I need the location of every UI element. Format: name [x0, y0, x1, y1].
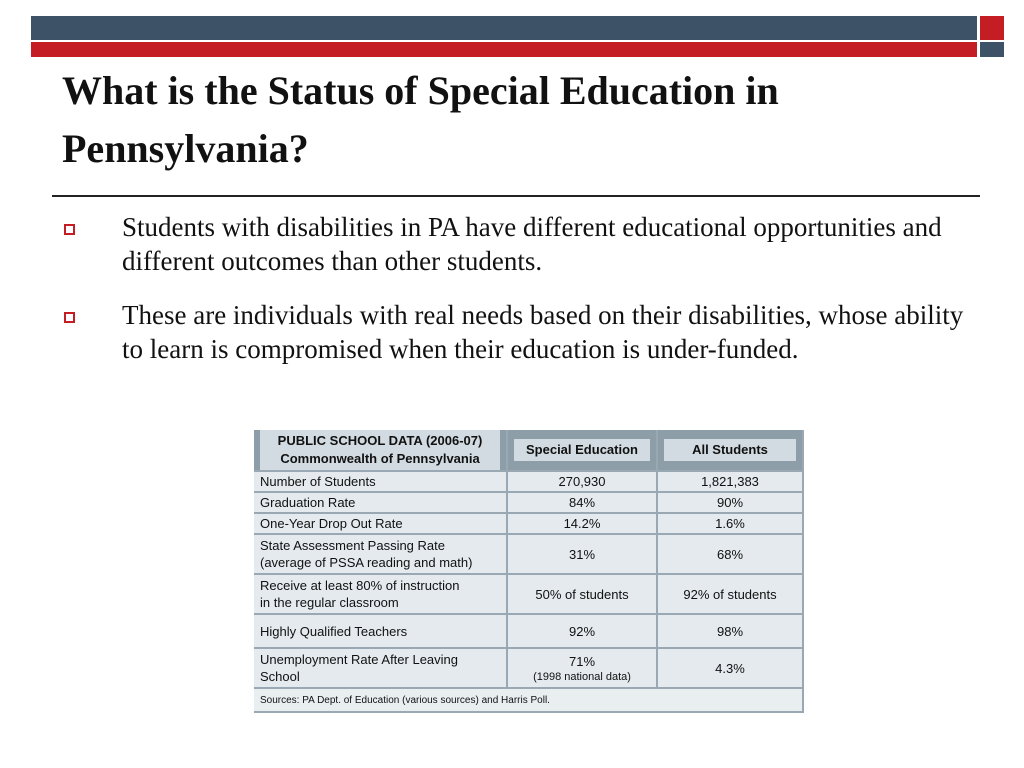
data-table-container: [254, 430, 804, 711]
all-value: 92% of students: [658, 575, 804, 615]
table-row: [254, 493, 804, 514]
table-row: [254, 535, 804, 575]
bullet-text: These are individuals with real needs based on their disabilities, whose ability to learn is compromised when their education is under-funded.: [122, 300, 964, 364]
square-bullet-icon: [64, 312, 75, 323]
row-label: Number of Students: [254, 472, 508, 493]
data-table: [254, 430, 804, 713]
special-value: 71% (1998 national data): [508, 649, 658, 689]
special-value: 14.2%: [508, 514, 658, 535]
square-bullet-icon: [64, 224, 75, 235]
table-header-row: [254, 430, 804, 472]
special-value: 92%: [508, 615, 658, 649]
bullet-item: [64, 210, 964, 278]
slide-title: What is the Status of Special Education in Pennsylvania?: [62, 68, 779, 171]
row-label: Highly Qualified Teachers: [254, 615, 508, 649]
table-row: [254, 575, 804, 615]
all-value: 1.6%: [658, 514, 804, 535]
row-label: Receive at least 80% of instruction in the regular classroom: [254, 575, 508, 615]
table-row: [254, 649, 804, 689]
bullet-list: [64, 210, 964, 386]
special-value-note: (1998 national data): [533, 670, 631, 683]
all-value: 1,821,383: [658, 472, 804, 493]
table-header-special: Special Education: [508, 430, 658, 472]
header-bar-navy: [31, 16, 977, 40]
corner-box-red: [980, 16, 1004, 40]
table-row: [254, 514, 804, 535]
row-label: Graduation Rate: [254, 493, 508, 514]
corner-box-navy: [980, 42, 1004, 57]
row-label: State Assessment Passing Rate (average of PSSA reading and math): [254, 535, 508, 575]
row-label: Unemployment Rate After Leaving School: [254, 649, 508, 689]
bullet-text: Students with disabilities in PA have different educational opportunities and different outcomes than other students.: [122, 212, 942, 276]
special-value: 270,930: [508, 472, 658, 493]
header-line: PUBLIC SCHOOL DATA (2006-07): [277, 433, 483, 448]
table-header-all: All Students: [658, 430, 804, 472]
table-source-row: [254, 689, 804, 713]
header-bar-red: [31, 42, 977, 57]
row-label: One-Year Drop Out Rate: [254, 514, 508, 535]
all-value: 98%: [658, 615, 804, 649]
all-value: 68%: [658, 535, 804, 575]
all-value: 4.3%: [658, 649, 804, 689]
table-row: [254, 472, 804, 493]
bullet-item: [64, 298, 964, 366]
all-value: 90%: [658, 493, 804, 514]
table-header-category: [254, 430, 508, 472]
special-value: 31%: [508, 535, 658, 575]
special-value: 50% of students: [508, 575, 658, 615]
table-row: [254, 615, 804, 649]
special-value: 84%: [508, 493, 658, 514]
header-line: Commonwealth of Pennsylvania: [280, 451, 480, 466]
title-rule: [52, 195, 980, 197]
source-note: Sources: PA Dept. of Education (various sources) and Harris Poll.: [254, 689, 804, 713]
